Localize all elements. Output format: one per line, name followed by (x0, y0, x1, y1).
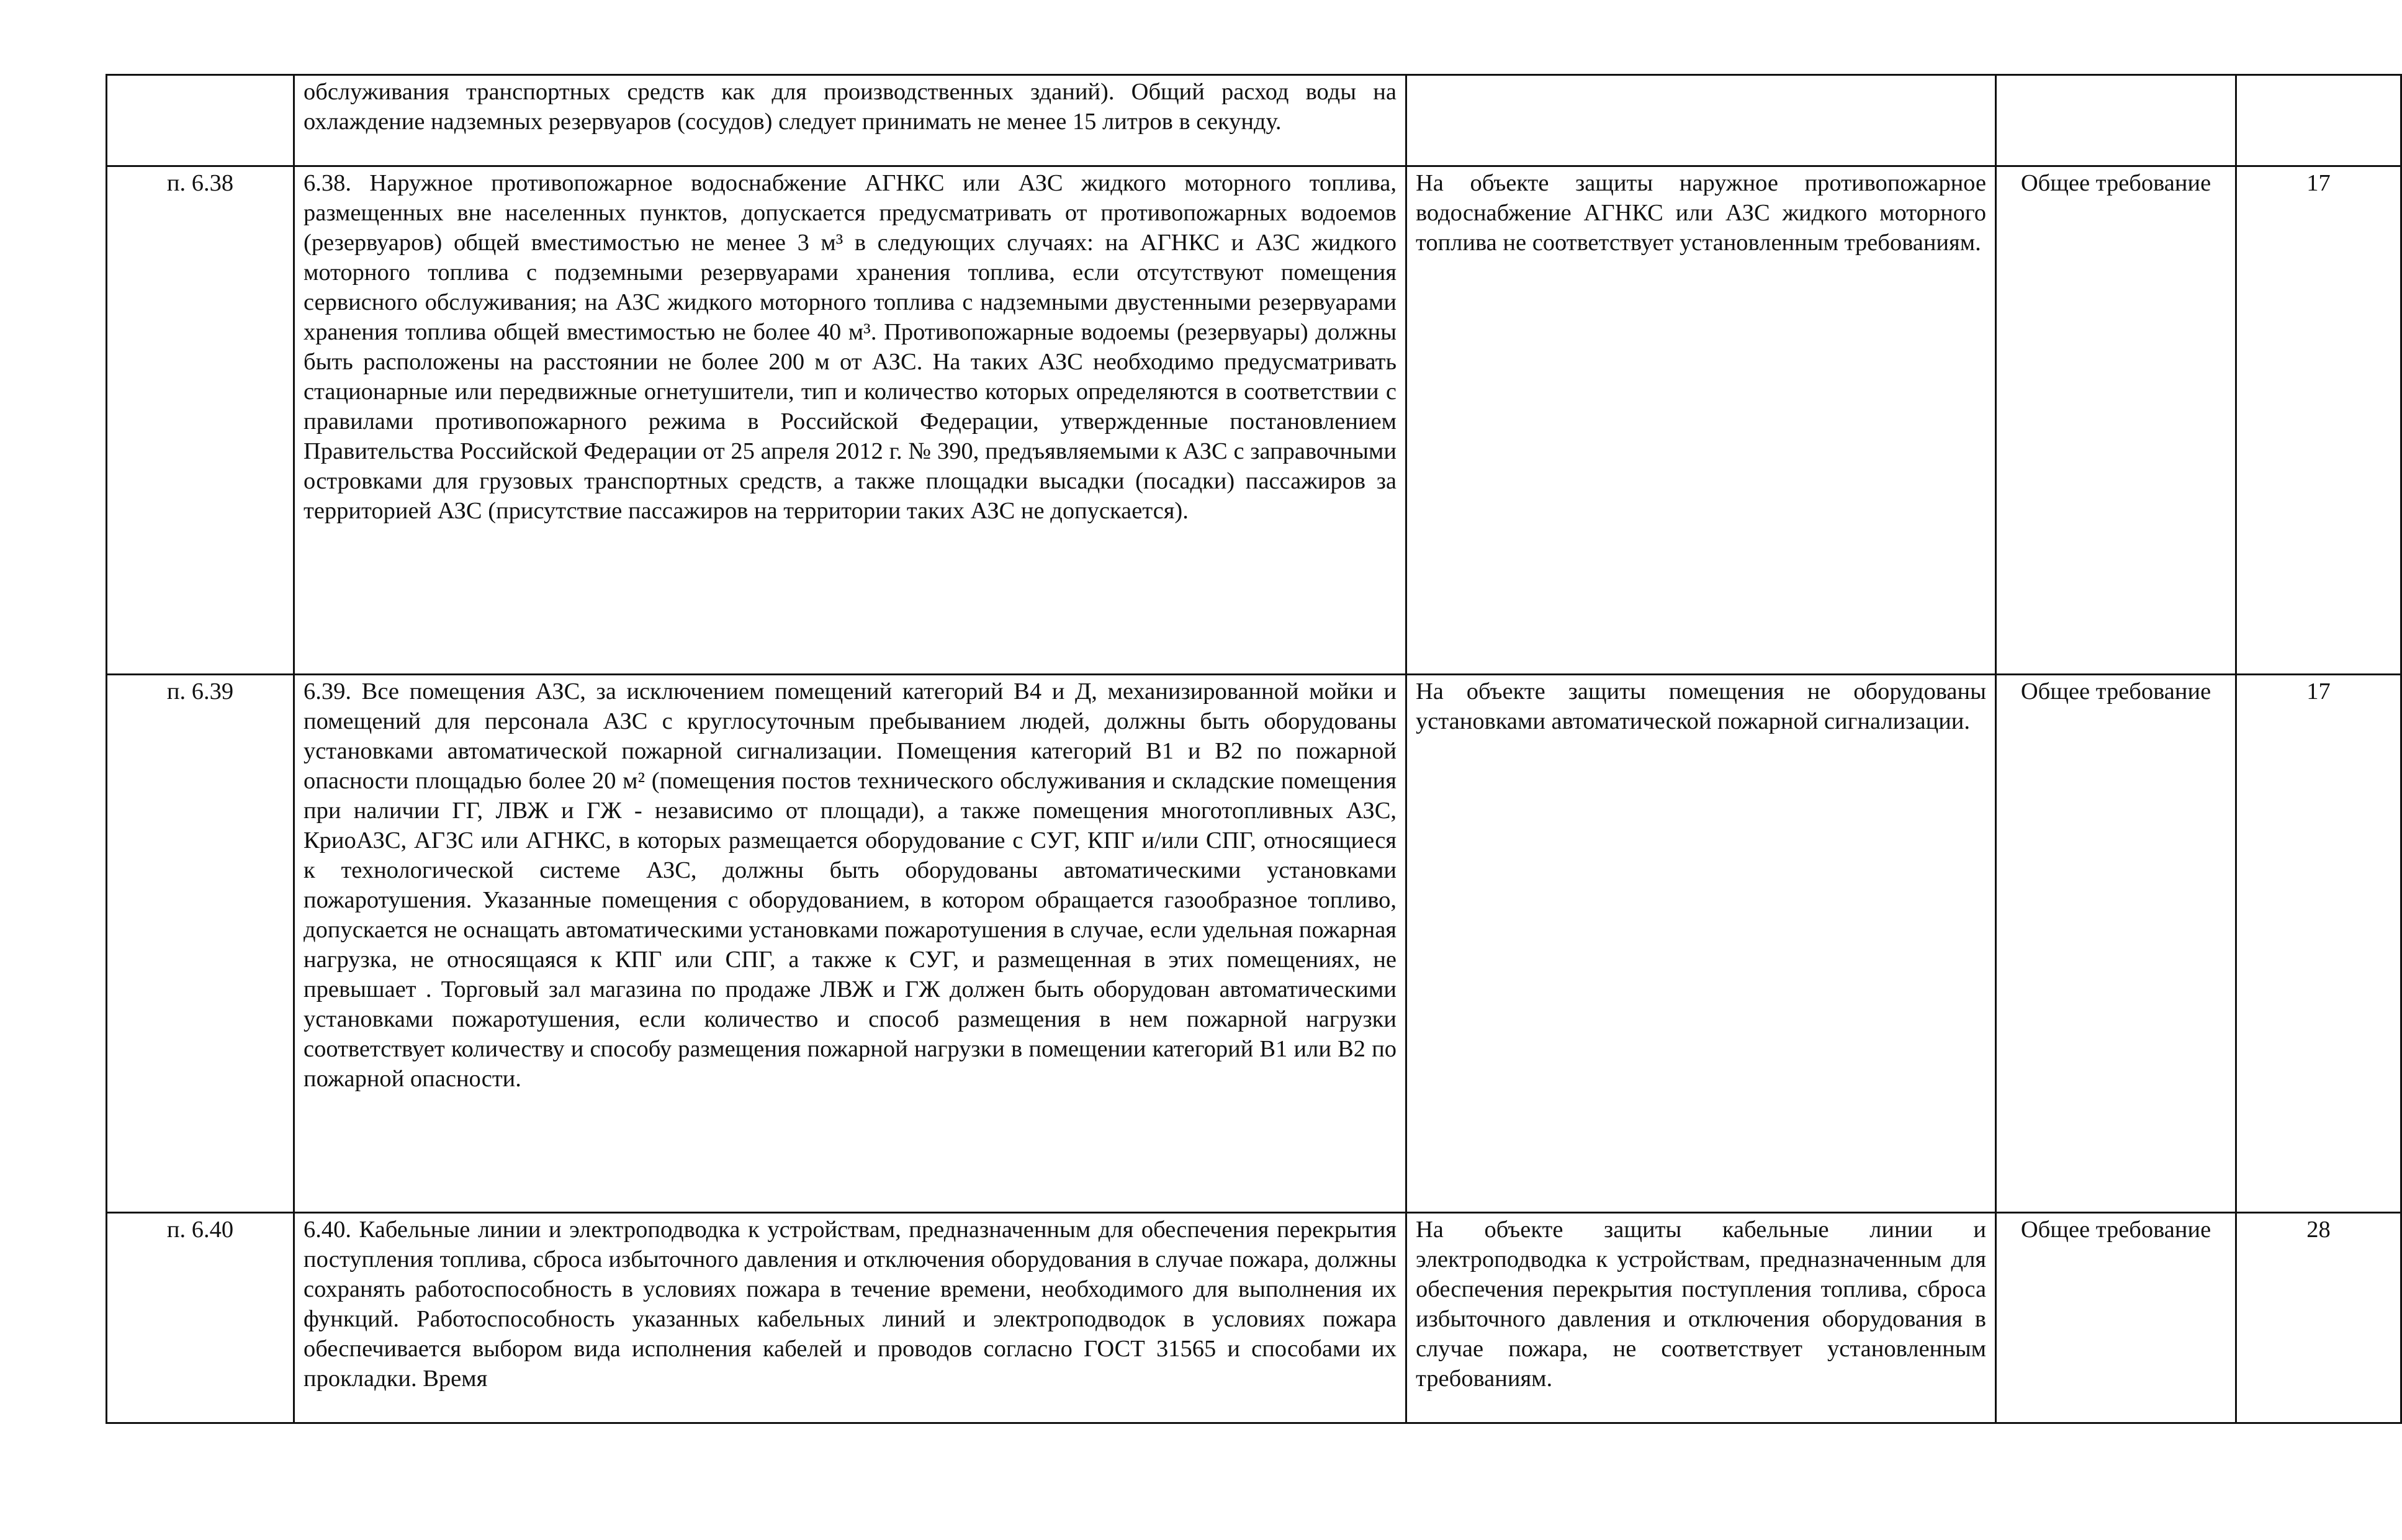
point-cell: п. 6.40 (107, 1213, 294, 1423)
violation-cell (1406, 75, 1996, 166)
category-cell: Общее требование (1996, 675, 2236, 1213)
violation-cell: На объекте защиты помещения не оборудованы установками автоматической пожарной сигнализации. (1406, 675, 1996, 1213)
point-cell (107, 75, 294, 166)
code-cell (2236, 75, 2401, 166)
table-row (107, 675, 2401, 1213)
table-row (107, 75, 2401, 166)
requirement-cell: 6.38. Наружное противопожарное водоснабжение АГНКС или АЗС жидкого моторного топлива, размещенных вне населенных пунктов, допускается предусматривать от противопожарных водоемов (резервуаров) общей вместимостью не менее 3 м³ в следующих случаях: на АГНКС и АЗС жидкого моторного топлива с подземными резервуарами хранения топлива, если отсутствуют помещения сервисного обслуживания; на АЗС жидкого моторного топлива с надземными двустенными резервуарами хранения топлива общей вместимостью не более 40 м³. Противопожарные водоемы (резервуары) должны быть расположены на расстоянии не более 200 м от АЗС. На таких АЗС необходимо предусматривать стационарные или передвижные огнетушители, тип и количество которых определяются в соответствии с правилами противопожарного режима в Российской Федерации, утвержденные постановлением Правительства Российской Федерации от 25 апреля 2012 г. № 390, предъявляемыми к АЗС с заправочными островками для грузовых транспортных средств, а также площадки высадки (посадки) пассажиров за территорией АЗС (присутствие пассажиров на территории таких АЗС не допускается). (294, 166, 1406, 675)
code-cell: 17 (2236, 166, 2401, 675)
violation-cell: На объекте защиты наружное противопожарное водоснабжение АГНКС или АЗС жидкого моторного топлива не соответствует установленным требованиям. (1406, 166, 1996, 675)
requirement-cell: 6.39. Все помещения АЗС, за исключением помещений категорий В4 и Д, механизированной мойки и помещений для персонала АЗС с круглосуточным пребыванием людей, должны быть оборудованы установками автоматической пожарной сигнализации. Помещения категорий В1 и В2 по пожарной опасности площадью более 20 м² (помещения постов технического обслуживания и складские помещения при наличии ГГ, ЛВЖ и ГЖ - независимо от площади), а также помещения многотопливных АЗС, КриоАЗС, АГЗС или АГНКС, в которых размещается оборудование с СУГ, КПГ и/или СПГ, относящиеся к технологической системе АЗС, должны быть оборудованы автоматическими установками пожаротушения. Указанные помещения с оборудованием, в котором обращается газообразное топливо, допускается не оснащать автоматическими установками пожаротушения в случае, если удельная пожарная нагрузка, не относящаяся к КПГ или СПГ, а также к СУГ, и размещенная в этих помещениях, не превышает . Торговый зал магазина по продаже ЛВЖ и ГЖ должен быть оборудован автоматическими установками пожаротушения, если количество и способ размещения в нем пожарной нагрузки соответствует количеству и способу размещения пожарной нагрузки в помещении категорий В1 или В2 по пожарной опасности. (294, 675, 1406, 1213)
code-cell: 28 (2236, 1213, 2401, 1423)
requirements-table (106, 74, 2402, 1424)
requirement-cell: обслуживания транспортных средств как для производственных зданий). Общий расход воды на охлаждение надземных резервуаров (сосудов) следует принимать не менее 15 литров в секунду. (294, 75, 1406, 166)
category-cell (1996, 75, 2236, 166)
violation-cell: На объекте защиты кабельные линии и электроподводка к устройствам, предназначенным для обеспечения перекрытия поступления топлива, сброса избыточного давления и отключения оборудования в случае пожара, не соответствует установленным требованиям. (1406, 1213, 1996, 1423)
code-cell: 17 (2236, 675, 2401, 1213)
category-cell: Общее требование (1996, 166, 2236, 675)
table-row (107, 1213, 2401, 1423)
point-cell: п. 6.38 (107, 166, 294, 675)
category-cell: Общее требование (1996, 1213, 2236, 1423)
table-row (107, 166, 2401, 675)
requirement-cell: 6.40. Кабельные линии и электроподводка к устройствам, предназначенным для обеспечения перекрытия поступления топлива, сброса избыточного давления и отключения оборудования в случае пожара, должны сохранять работоспособность в условиях пожара в течение времени, необходимого для выполнения их функций. Работоспособность указанных кабельных линий и электроподводок в условиях пожара обеспечивается выбором вида исполнения кабелей и проводов согласно ГОСТ 31565 и способами их прокладки. Время (294, 1213, 1406, 1423)
point-cell: п. 6.39 (107, 675, 294, 1213)
